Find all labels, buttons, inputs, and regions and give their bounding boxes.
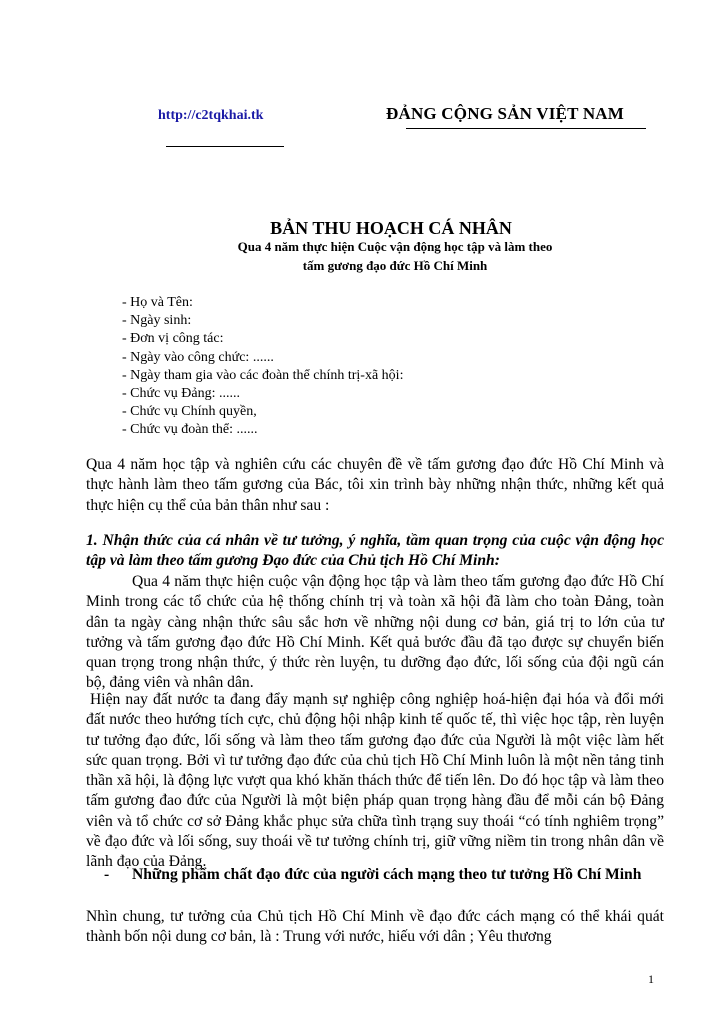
personal-info-list [122,294,403,440]
bullet-heading [104,865,664,885]
section1-paragraph-1: Qua 4 năm thực hiện cuộc vận động học tập và làm theo tấm gương đạo đức Hồ Chí Minh trong các tổ chức của hệ thống chính trị và toàn xã hội đã làm cho toàn Đảng, toàn dân ta ngày càng nhận thức sâu sắc hơn về những nội dung cơ bản, giá trị to lớn của tư tưởng và tấm gương đạo đức Hồ Chí Minh. Kết quả bước đầu đã tạo được sự chuyển biến quan trọng trong nhận thức, ý thức rèn luyện, tu dưỡng đạo đức, lối sống của đội ngũ cán bộ, đảng viên và nhân dân. [86,573,664,692]
party-name-header: ĐẢNG CỘNG SẢN VIỆT NAM [386,104,625,123]
field-union-position: - Chức vụ đoàn thể: ...... [122,422,258,438]
field-organization-join-date: - Ngày tham gia vào các đoàn thể chính trị-xã hội: [122,367,404,383]
closing-paragraph: Nhìn chung, tư tưởng của Chủ tịch Hồ Chí Minh về đạo đức cách mạng có thể khái quát thành bốn nội dung cơ bản, là : Trung với nước, hiếu với dân ; Yêu thương [86,908,664,946]
header-link[interactable]: http://c2tqkhai.tk [158,108,264,123]
field-full-name: - Họ và Tên: [122,295,193,310]
field-government-position: - Chức vụ Chính quyền, [122,404,257,420]
section1-heading: 1. Nhận thức của cá nhân về tư tưởng, ý nghĩa, tầm quan trọng của cuộc vận động học tập và làm theo tấm gương Đạo đức của Chủ tịch Hồ Chí Minh: [86,532,664,570]
bullet-dash: - [104,866,110,883]
field-work-unit: - Đơn vị công tác: [122,331,224,347]
header-link-underline [166,146,284,147]
document-subtitle-line1: Qua 4 năm thực hiện Cuộc vận động học tập và làm theo [237,239,553,254]
field-birth-date: - Ngày sinh: [122,313,192,329]
intro-paragraph: Qua 4 năm học tập và nghiên cứu các chuyên đề về tấm gương đạo đức Hồ Chí Minh và thực hành làm theo tấm gương của Bác, tôi xin trình bày những nhận thức, những kết quả thực hiện cụ thể của bản thân như sau : [86,456,664,514]
party-header-underline [406,128,646,129]
bullet-heading-text: Những phẩm chất đạo đức của người cách mạng theo tư tưởng Hồ Chí Minh [132,866,642,883]
field-civil-service-date: - Ngày vào công chức: ...... [122,349,274,365]
page-number: 1 [648,972,654,986]
section1-paragraph-2: Hiện nay đất nước ta đang đẩy mạnh sự nghiệp công nghiệp hoá-hiện đại hóa và đổi mới đất nước theo hướng tích cực, chủ động hội nhập kinh tế quốc tế, thì việc học tập, rèn luyện tư tưởng đạo đức, lối sống và làm theo tấm gương đạo đức của Người là một việc làm hết sức quan trọng. Bởi vì tư tưởng đạo đức của chủ tịch Hồ Chí Minh luôn là một nền tảng tinh thần xã hội, là động lực vượt qua khó khăn thách thức để tiến lên. Do đó học tập và làm theo tấm gương đao đức của Người là một biện pháp quan trọng hàng đầu để mỗi cán bộ Đảng viên và tổ chức cơ sở Đảng khắc phục sửa chữa tình trạng suy thoái “có tính nghiêm trọng” về đạo đức và lối sống, suy thoái về tư tưởng chính trị, giữ vững niềm tin trong nhân dân về lãnh đạo của Đảng. [86,691,664,871]
document-subtitle-line2: tấm gương đạo đức Hồ Chí Minh [302,258,488,273]
document-title: BẢN THU HOẠCH CÁ NHÂN [270,218,512,238]
field-party-position: - Chức vụ Đảng: ...... [122,386,241,402]
